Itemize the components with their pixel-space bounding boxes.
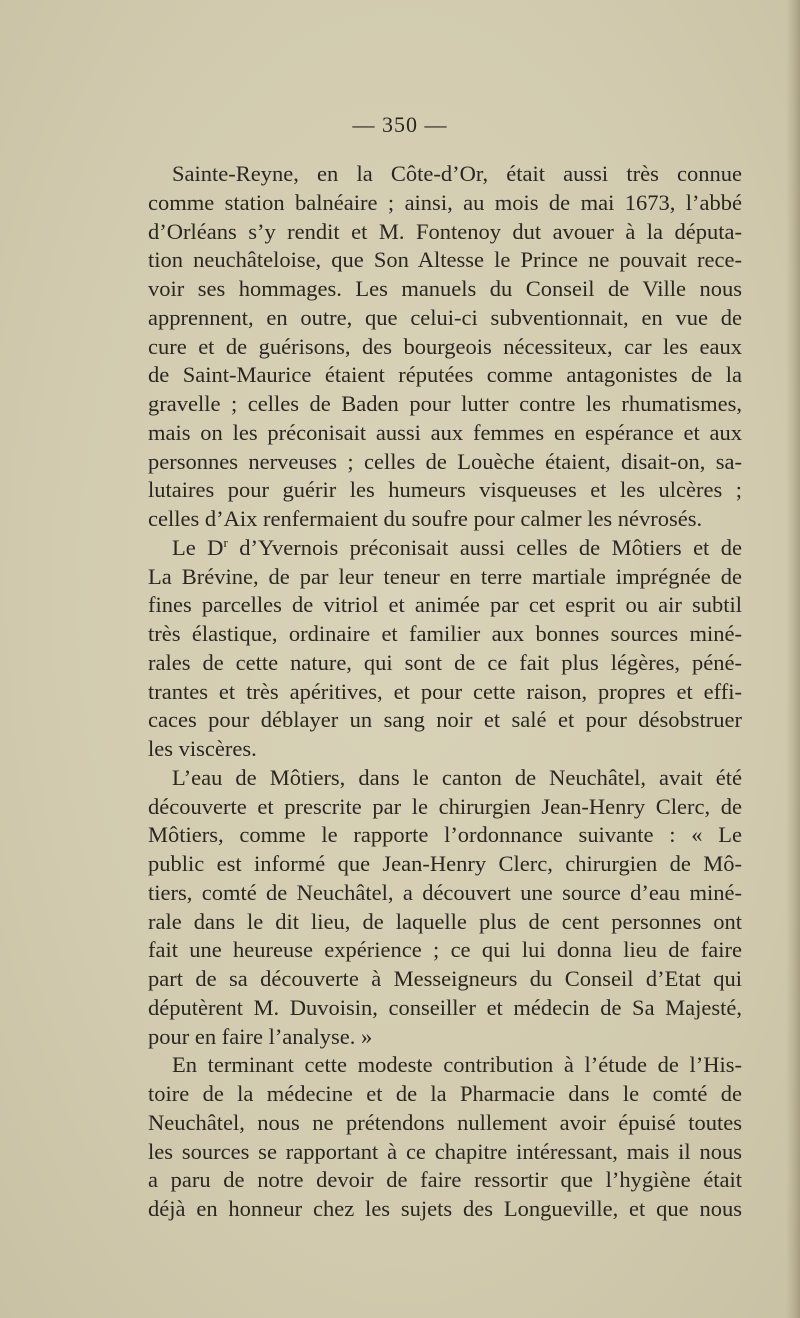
text-line: rales de cette nature, qui sont de ce fait plus légères, péné- [148,649,742,675]
text-line: L’eau de Môtiers, dans le canton de Neuchâtel, avait été [172,764,742,790]
text-line: députèrent M. Duvoisin, conseiller et médecin de Sa Majesté, [148,994,742,1020]
text-line-rest: d’Yvernois préconisait aussi celles de Môtiers et de [227,534,742,560]
text-line: très élastique, ordinaire et familier aux bonnes sources miné- [148,621,742,646]
text-line: les sources se rapportant à ce chapitre intéressant, mais il nous [148,1138,742,1164]
doctor-abbrev-superscript: r [223,534,228,550]
paragraph-1 [148,160,742,534]
text-line: fines parcelles de vitriol et animée par cet esprit ou air subtil [148,592,742,618]
page-edge-shadow [786,0,800,1318]
text-line: rale dans le dit lieu, de laquelle plus de cent personnes ont [148,908,742,934]
text-line: celles d’Aix renfermaient du soufre pour calmer les névrosés. [148,506,703,531]
text-line: Neuchâtel, nous ne prétendons nullement avoir épuisé toutes [148,1109,742,1135]
text-line: part de sa découverte à Messeigneurs du Conseil d’Etat qui [148,966,742,991]
text-line: les viscères. [148,736,257,761]
text-line: a paru de notre devoir de faire ressortir que l’hygiène était [148,1167,742,1193]
text-line: public est informé que Jean-Henry Clerc, chirurgien de Mô- [148,851,742,876]
paragraph-3 [148,764,742,1052]
text-line: lutaires pour guérir les humeurs visqueuses et les ulcères ; [148,477,742,503]
text-line: tion neuchâteloise, que Son Altesse le Prince ne pouvait rece- [148,247,742,273]
body-text [148,160,742,1224]
text-line [148,534,742,563]
text-line: comme station balnéaire ; ainsi, au mois de mai 1673, l’abbé [148,189,742,215]
text-line: de Saint-Maurice étaient réputées comme antagonistes de la [148,362,742,388]
text-line: En terminant cette modeste contribution à l’étude de l’His- [172,1052,742,1078]
text-line: déjà en honneur chez les sujets des Longueville, et que nous [148,1196,742,1221]
text-line: gravelle ; celles de Baden pour lutter contre les rhumatismes, [148,391,742,416]
text-line: pour en faire l’analyse. » [148,1023,373,1049]
text-line: Môtiers, comme le rapporte l’ordonnance suivante : « Le [148,822,742,848]
text-line: cure et de guérisons, des bourgeois nécessiteux, car les eaux [148,333,742,359]
text-line: apprennent, en outre, que celui-ci subventionnait, en vue de [148,304,742,330]
text-line: La Brévine, de par leur teneur en terre martiale imprégnée de [148,563,742,589]
text-line: d’Orléans s’y rendit et M. Fontenoy dut avouer à la députa- [148,218,742,244]
text-line: personnes nerveuses ; celles de Louèche étaient, disait-on, sa- [148,448,742,474]
doctor-abbrev: Le D [172,534,224,560]
text-line: fait une heureuse expérience ; ce qui lui donna lieu de faire [148,937,742,963]
text-line: caces pour déblayer un sang noir et salé et pour désobstruer [148,707,742,733]
text-line: Sainte-Reyne, en la Côte-d’Or, était aussi très connue [172,161,742,186]
text-line: trantes et très apéritives, et pour cette raison, propres et effi- [148,678,742,704]
text-line: découverte et prescrite par le chirurgien Jean-Henry Clerc, de [148,793,742,819]
text-line: toire de la médecine et de la Pharmacie dans le comté de [148,1081,742,1106]
text-line: tiers, comté de Neuchâtel, a découvert une source d’eau miné- [148,879,742,905]
page-number: — 350 — [352,112,448,137]
paragraph-2 [148,534,742,764]
text-line: mais on les préconisait aussi aux femmes en espérance et aux [148,419,742,445]
text-line: voir ses hommages. Les manuels du Conseil de Ville nous [148,276,742,301]
paragraph-4 [148,1051,742,1224]
